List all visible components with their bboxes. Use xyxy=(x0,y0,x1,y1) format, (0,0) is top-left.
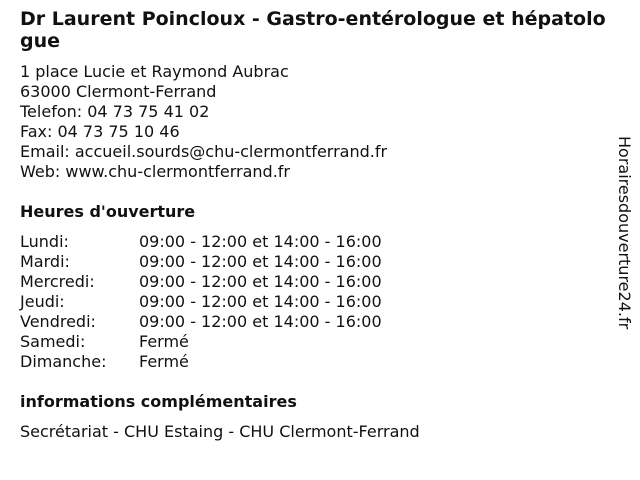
listing-page xyxy=(20,8,608,442)
time-value: Fermé xyxy=(139,332,189,351)
extra-info-text: Secrétariat - CHU Estaing - CHU Clermont-Ferrand xyxy=(20,422,420,441)
day-label: Dimanche: xyxy=(20,352,107,371)
day-label: Mardi: xyxy=(20,252,70,271)
web-line: Web: www.chu-clermontferrand.fr xyxy=(20,162,291,181)
email-line: Email: accueil.sourds@chu-clermontferrand.fr xyxy=(20,142,388,161)
page-title: Dr Laurent Poincloux - Gastro-entérologue et hépatologue xyxy=(20,8,606,52)
time-value: 09:00 - 12:00 et 14:00 - 16:00 xyxy=(139,272,382,291)
day-label: Samedi: xyxy=(20,332,86,351)
hours-heading: Heures d'ouverture xyxy=(20,202,196,221)
time-value: 09:00 - 12:00 et 14:00 - 16:00 xyxy=(139,292,382,311)
day-label: Mercredi: xyxy=(20,272,95,291)
day-label: Vendredi: xyxy=(20,312,96,331)
address-street: 1 place Lucie et Raymond Aubrac xyxy=(20,62,289,81)
address-city: 63000 Clermont-Ferrand xyxy=(20,82,217,101)
hours-row-saturday xyxy=(20,332,608,352)
hours-row-thursday xyxy=(20,292,608,312)
site-watermark-label: Horairesdouverture24.fr xyxy=(615,136,634,330)
day-label: Lundi: xyxy=(20,232,69,251)
hours-row-friday xyxy=(20,312,608,332)
time-value: 09:00 - 12:00 et 14:00 - 16:00 xyxy=(139,312,382,331)
fax-line: Fax: 04 73 75 10 46 xyxy=(20,122,180,141)
day-label: Jeudi: xyxy=(20,292,65,311)
extra-info-heading: informations complémentaires xyxy=(20,392,297,411)
time-value: 09:00 - 12:00 et 14:00 - 16:00 xyxy=(139,252,382,271)
hours-row-tuesday xyxy=(20,252,608,272)
time-value: 09:00 - 12:00 et 14:00 - 16:00 xyxy=(139,232,382,251)
hours-table xyxy=(20,232,608,372)
contact-block xyxy=(20,62,608,182)
time-value: Fermé xyxy=(139,352,189,371)
hours-row-monday xyxy=(20,232,608,252)
hours-row-sunday xyxy=(20,352,608,372)
phone-line: Telefon: 04 73 75 41 02 xyxy=(20,102,210,121)
hours-row-wednesday xyxy=(20,272,608,292)
